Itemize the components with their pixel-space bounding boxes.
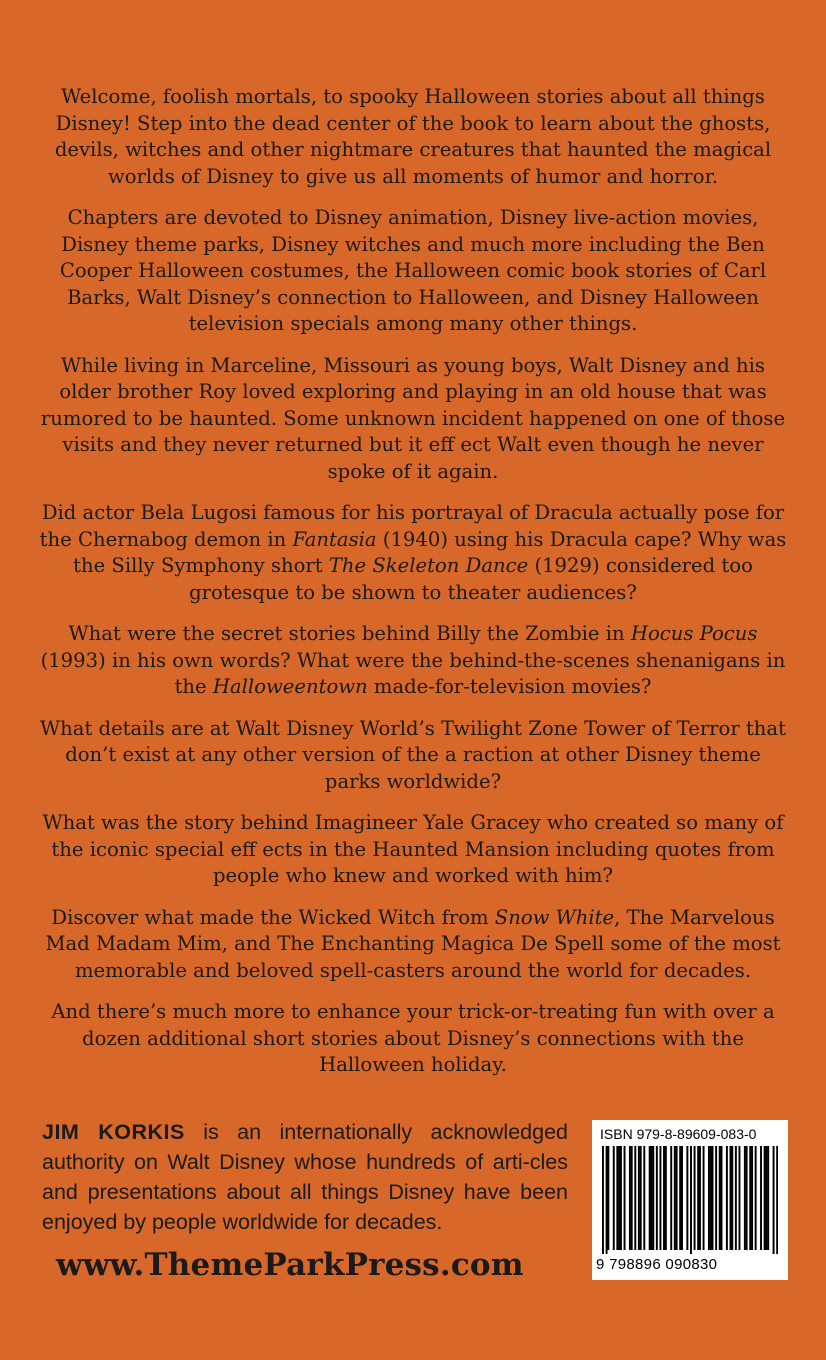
blurb-paragraph-5	[38, 621, 788, 701]
barcode-bar	[652, 1146, 654, 1250]
text-run: (1993) in his own words? What were the behind-the-scenes shenanigans in the	[40, 648, 786, 698]
barcode-bar	[643, 1146, 645, 1250]
barcode-bar	[712, 1146, 714, 1250]
barcode-bar	[616, 1146, 618, 1250]
barcode-bar	[767, 1146, 769, 1250]
title-hocus-pocus: Hocus Pocus	[630, 622, 758, 645]
barcode-bar	[663, 1146, 665, 1250]
blurb-paragraph-2: Chapters are devoted to Disney animation, Disney live-action movies, Disney theme parks, Disney witches and much more including the Ben Cooper Halloween costumes, the Halloween comic book stories of Carl Barks, Walt Disney’s connection to Halloween, and Disney Halloween television specials among many other things.	[59, 206, 767, 335]
text-run: What were the secret stories behind Billy the Zombie in	[68, 622, 631, 645]
barcode-bar	[765, 1146, 767, 1250]
barcode-bar	[730, 1146, 732, 1250]
text-run: (1929) considered too grotesque to be shown to theater audiences?	[189, 554, 753, 604]
text-run: (1940) using his Dracula cape? Why was the Silly Symphony short	[73, 527, 787, 577]
barcode-bar	[726, 1146, 728, 1250]
isbn-label: ISBN 979-8-89609-083-0	[600, 1126, 757, 1142]
text-run: Discover what made the Wicked Witch from	[51, 905, 495, 929]
barcode-bar	[755, 1146, 757, 1250]
barcode-bar	[640, 1146, 642, 1250]
author-bio-text: is an internationally acknowledged authority on Walt Disney whose hundreds of arti-cles and presentations about all things Disney have been enjoyed by people worldwide for decades.	[42, 1120, 568, 1234]
barcode-bar	[751, 1146, 753, 1250]
blurb-paragraph-8	[38, 905, 788, 985]
barcode-bar	[719, 1146, 721, 1250]
barcode-bar	[676, 1146, 678, 1250]
barcode-bar	[738, 1146, 740, 1250]
barcode-bar	[659, 1146, 661, 1250]
barcode-bar	[607, 1146, 609, 1250]
blurb-paragraph-6: What details are at Walt Disney World’s Twilight Zone Tower of Terror that don’t exist at any other version of the a raction at other Disney theme parks worldwide?	[40, 716, 786, 793]
barcode-bar	[606, 1146, 608, 1254]
barcode-bar	[602, 1146, 604, 1254]
barcode-bar	[776, 1146, 778, 1254]
blurb-paragraph-7: What was the story behind Imagineer Yale Gracey who created so many of the iconic special eff ects in the Haunted Mansion including quotes from people who knew and worked with him?	[42, 811, 784, 887]
author-name: JIM KORKIS	[42, 1120, 185, 1144]
barcode-bar	[731, 1146, 733, 1250]
title-skeleton-dance: The Skeleton Dance	[328, 554, 529, 577]
isbn-barcode	[592, 1120, 788, 1280]
barcode-bar	[697, 1146, 699, 1250]
barcode-bar	[681, 1146, 683, 1250]
barcode-bar	[620, 1146, 622, 1250]
back-cover-blurb	[38, 84, 788, 1094]
text-run: made-for-television movies?	[367, 675, 652, 698]
barcode-bar	[764, 1146, 766, 1250]
barcode-bars	[602, 1146, 778, 1254]
barcode-bar	[715, 1146, 717, 1250]
barcode-bar	[694, 1146, 696, 1250]
blurb-paragraph-4	[38, 500, 788, 606]
barcode-bar	[773, 1146, 775, 1254]
barcode-bar	[703, 1146, 705, 1250]
barcode-bar	[690, 1146, 692, 1254]
barcode-bar	[670, 1146, 672, 1250]
blurb-paragraph-3: While living in Marceline, Missouri as young boys, Walt Disney and his older brother Roy loved exploring and playing in an old house that was rumored to be haunted. Some unknown incident happened on one of those visits and they never returned but it eff ect Walt even though he never spoke of it again.	[40, 353, 786, 483]
barcode-bar	[674, 1146, 676, 1250]
barcode-bar	[634, 1146, 636, 1250]
barcode-bar	[613, 1146, 615, 1250]
barcode-bar	[735, 1146, 737, 1250]
publisher-url: www.ThemeParkPress.com	[56, 1247, 524, 1283]
barcode-bar	[686, 1146, 688, 1250]
blurb-paragraph-9: And there’s much more to enhance your trick-or-treating fun with over a dozen additional short stories about Disney’s connections with the Halloween holiday.	[51, 1000, 775, 1076]
barcode-bar	[624, 1146, 626, 1250]
barcode-number: 9 798896 090830	[596, 1256, 718, 1273]
barcode-bar	[679, 1146, 681, 1250]
barcode-bar	[721, 1146, 723, 1250]
barcode-bar	[710, 1146, 712, 1250]
barcode-bar	[749, 1146, 751, 1250]
blurb-paragraph-1: Welcome, foolish mortals, to spooky Halloween stories about all things Disney! Step into the dead center of the book to learn about the ghosts, devils, witches and other nightmare creatures that haunted the magical worlds of Disney to give us all moments of humor and horror.	[54, 85, 772, 188]
barcode-bar	[649, 1146, 651, 1250]
author-bio	[42, 1117, 568, 1237]
title-fantasia: Fantasia	[292, 527, 377, 551]
barcode-bar	[618, 1146, 620, 1250]
barcode-bar	[699, 1146, 701, 1250]
barcode-bar	[744, 1146, 746, 1250]
barcode-bar	[665, 1146, 667, 1250]
barcode-bar	[760, 1146, 762, 1250]
barcode-bar	[629, 1146, 631, 1250]
barcode-bar	[650, 1146, 652, 1250]
title-halloweentown: Halloweentown	[212, 675, 368, 698]
barcode-bar	[656, 1146, 658, 1250]
barcode-bar	[638, 1146, 640, 1250]
title-snow-white: Snow White	[494, 905, 615, 929]
text-run: Did actor Bela Lugosi famous for his portrayal of Dracula actually pose for the Chernabog demon in	[39, 501, 785, 551]
barcode-bar	[746, 1146, 748, 1250]
text-run: , The Marvelous Mad Madam Mim, and The Enchanting Magica De Spell some of the most memorable and beloved spell-casters around the world for decades.	[45, 905, 781, 982]
barcode-bar	[708, 1146, 710, 1250]
barcode-bar	[631, 1146, 633, 1250]
